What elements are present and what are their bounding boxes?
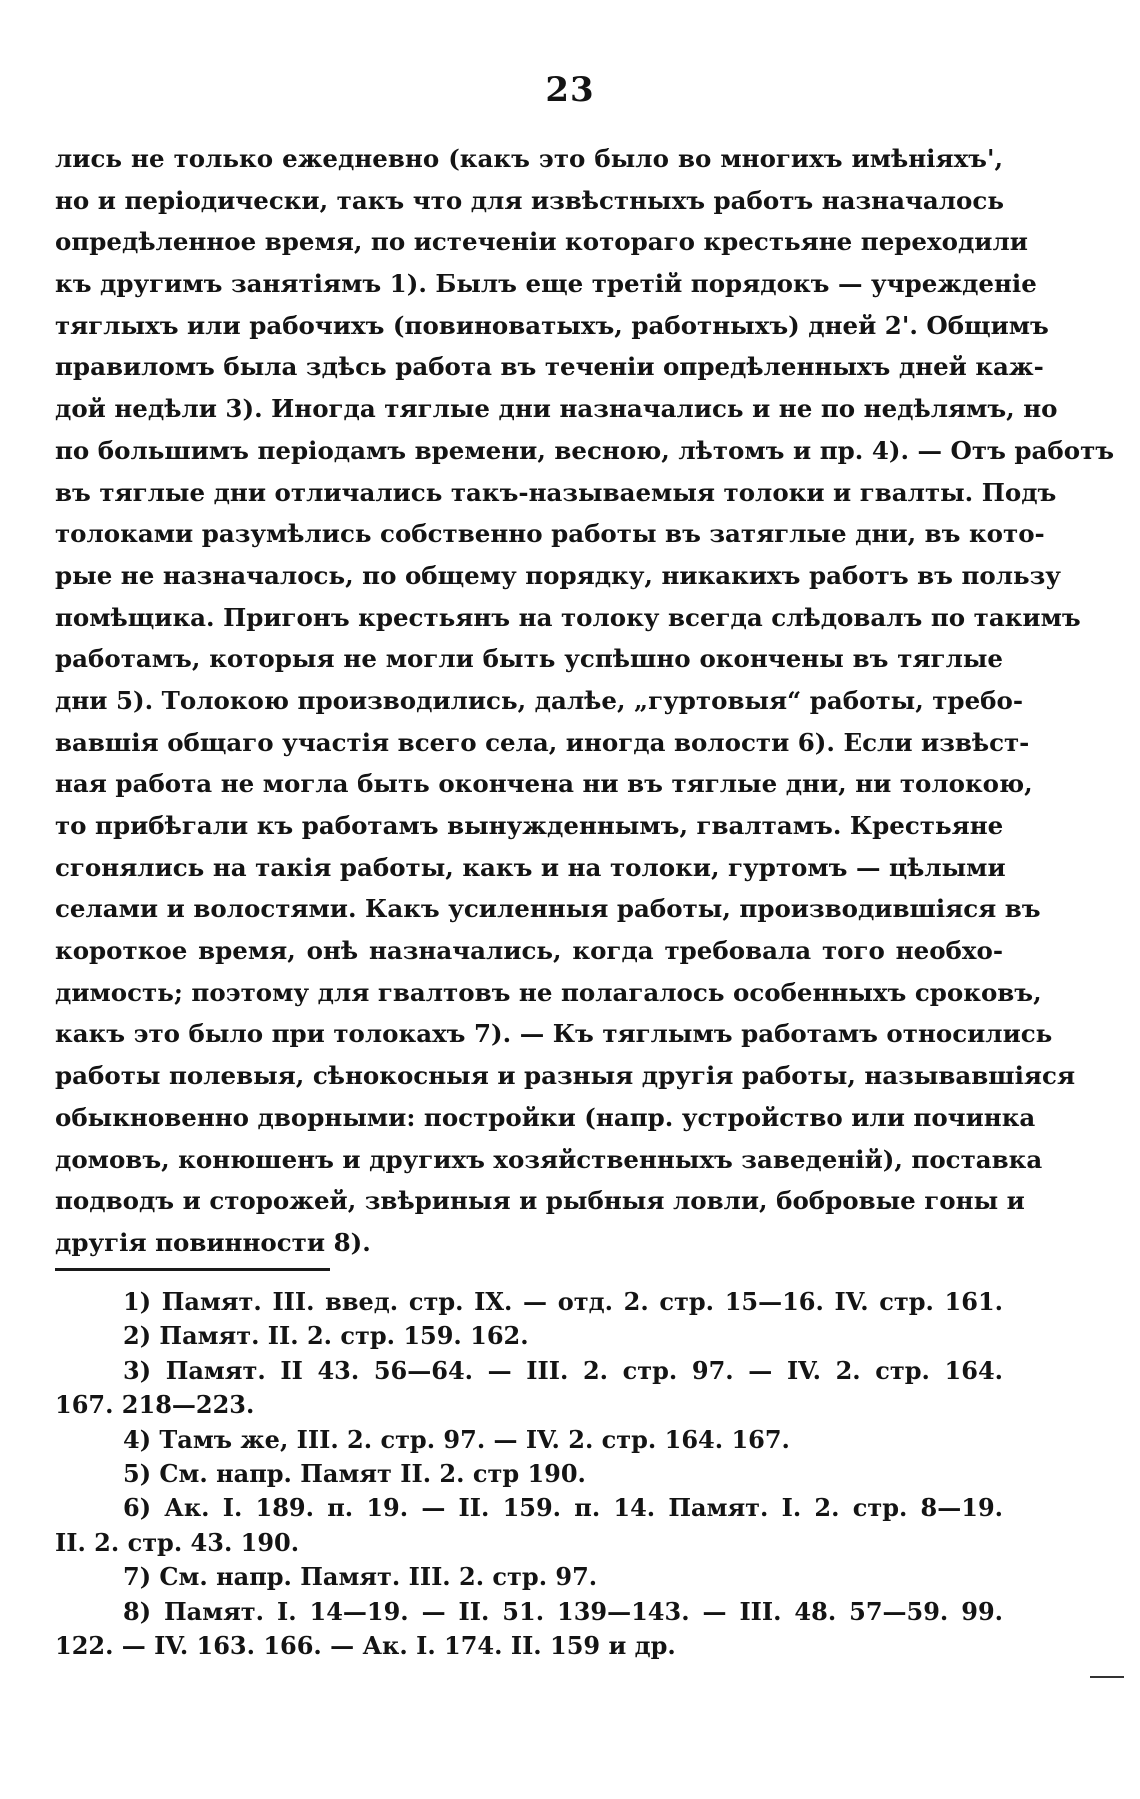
footnote-line: 167. 218—223. (55, 1390, 255, 1420)
footnote-line: 4) Тамъ же, III. 2. стр. 97. — IV. 2. стр. 164. 167. (123, 1424, 790, 1454)
text-line: къ другимъ занятіямъ 1). Былъ еще третій порядокъ — учрежденіе (55, 269, 1037, 299)
footnote-line: 3) Памят. II 43. 56—64. — III. 2. стр. 97. — IV. 2. стр. 164. (123, 1355, 1003, 1385)
text-line: рые не назначалось, по общему порядку, никакихъ работъ въ пользу (55, 560, 1061, 590)
text-line: другія повинности 8). (55, 1227, 371, 1257)
text-line: тяглыхъ или рабочихъ (повиноватыхъ, работныхъ) дней 2'. Общимъ (55, 310, 1049, 340)
footnote-divider (55, 1268, 330, 1271)
text-line: домовъ, конюшенъ и другихъ хозяйственныхъ заведеній), поставка (55, 1144, 1043, 1174)
text-line: правиломъ была здѣсь работа въ теченіи опредѣленныхъ дней каж- (55, 352, 1044, 382)
body-text (55, 138, 1115, 1264)
text-line: обыкновенно дворными: постройки (напр. устройство или починка (55, 1102, 1036, 1132)
text-line: то прибѣгали къ работамъ вынужденнымъ, гвалтамъ. Крестьяне (55, 811, 1004, 840)
text-line: дой недѣли 3). Иногда тяглые дни назначались и не по недѣлямъ, но (55, 394, 1058, 424)
footnote-line: 7) См. напр. Памят. III. 2. стр. 97. (123, 1562, 598, 1592)
text-line: подводъ и сторожей, звѣриныя и рыбныя ловли, бобровые гоны и (55, 1186, 1025, 1216)
text-line: работы полевыя, сѣнокосныя и разныя другія работы, называвшіяся (55, 1061, 1076, 1091)
text-line: толоками разумѣлись собственно работы въ затяглые дни, въ кото- (55, 519, 1045, 549)
text-line: сгонялись на такія работы, какъ и на толоки, гуртомъ — цѣлыми (55, 852, 1006, 882)
text-line: но и періодически, такъ что для извѣстныхъ работъ назначалось (55, 185, 1004, 215)
text-line: вавшія общаго участія всего села, иногда волости 6). Если извѣст- (55, 727, 1030, 757)
margin-mark (1090, 1676, 1124, 1678)
footnote-line: II. 2. стр. 43. 190. (55, 1527, 300, 1557)
footnote-line: 6) Ак. I. 189. п. 19. — II. 159. п. 14. Памят. I. 2. стр. 8—19. (123, 1493, 1003, 1523)
text-line: помѣщика. Пригонъ крестьянъ на толоку всегда слѣдовалъ по такимъ (55, 602, 1081, 632)
footnote-line: 1) Памят. III. введ. стр. IX. — отд. 2. стр. 15—16. IV. стр. 161. (123, 1287, 1003, 1316)
text-line: селами и волостями. Какъ усиленныя работы, производившіяся въ (55, 894, 1041, 924)
footnote-line: 8) Памят. I. 14—19. — II. 51. 139—143. — III. 48. 57—59. 99. (123, 1596, 1003, 1626)
text-line: ная работа не могла быть окончена ни въ тяглые дни, ни толокою, (55, 769, 1033, 799)
footnote-line: 2) Памят. II. 2. стр. 159. 162. (123, 1321, 529, 1351)
text-line: опредѣленное время, по истеченіи котораго крестьяне переходили (55, 227, 1028, 257)
text-line: лись не только ежедневно (какъ это было во многихъ имѣніяхъ', (55, 144, 1003, 173)
footnote-line: 5) См. напр. Памят II. 2. стр 190. (123, 1458, 586, 1488)
footnote-line: 122. — IV. 163. 166. — Ак. I. 174. II. 159 и др. (55, 1630, 676, 1660)
text-line: димость; поэтому для гвалтовъ не полагалось особенныхъ сроковъ, (55, 977, 1042, 1007)
text-line: въ тяглые дни отличались такъ-называемыя толоки и гвалты. Подъ (55, 477, 1057, 507)
text-line: короткое время, онѣ назначались, когда требовала того необхо- (55, 936, 1003, 966)
text-line: дни 5). Толокою производились, далѣе, „гуртовыя“ работы, требо- (55, 685, 1024, 715)
footnotes (55, 1285, 1003, 1663)
text-line: по большимъ періодамъ времени, весною, лѣтомъ и пр. 4). — Отъ работъ (55, 435, 1115, 465)
page-number: 23 (545, 70, 595, 110)
text-line: работамъ, которыя не могли быть успѣшно окончены въ тяглые (55, 644, 1003, 674)
text-line: какъ это было при толокахъ 7). — Къ тяглымъ работамъ относились (55, 1019, 1053, 1049)
